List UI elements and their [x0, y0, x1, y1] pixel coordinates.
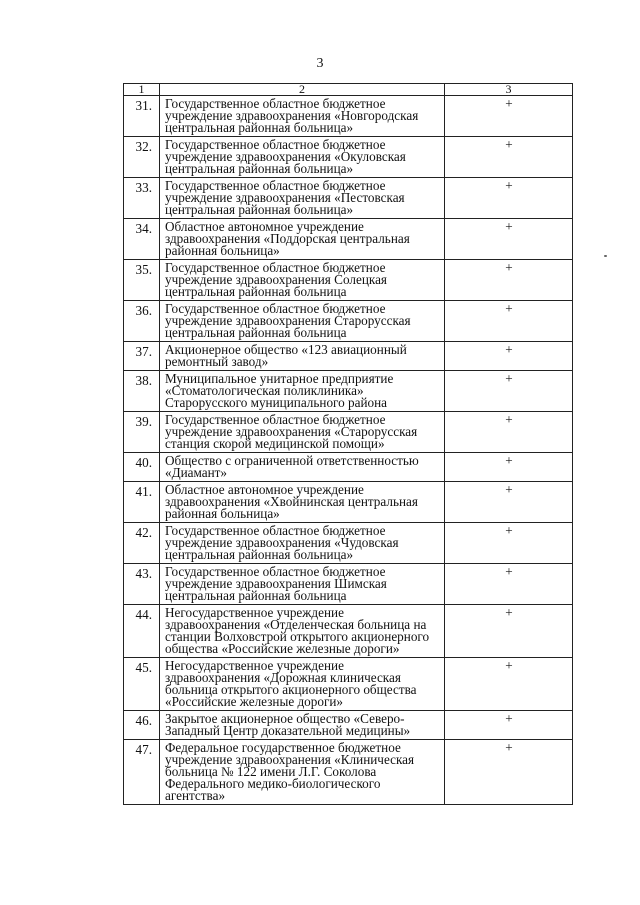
row-number: 46. — [124, 711, 160, 740]
row-number: 32. — [124, 137, 160, 178]
row-number: 41. — [124, 482, 160, 523]
organization-name: Государственное областное бюджетное учреждение здравоохранения Солецкая центральная районная больница — [160, 260, 445, 301]
row-number: 40. — [124, 453, 160, 482]
row-number: 36. — [124, 301, 160, 342]
organization-name: Государственное областное бюджетное учреждение здравоохранения «Пестовская центральная районная больница» — [160, 178, 445, 219]
organization-name: Закрытое акционерное общество «Северо-Западный Центр доказательной медицины» — [160, 711, 445, 740]
row-mark: + — [445, 371, 573, 412]
row-number: 37. — [124, 342, 160, 371]
table-row — [124, 178, 573, 219]
table-row — [124, 453, 573, 482]
page-number: 3 — [316, 56, 324, 71]
table-row — [124, 740, 573, 805]
organization-name: Областное автономное учреждение здравоохранения «Поддорская центральная районная больница» — [160, 219, 445, 260]
row-mark: + — [445, 137, 573, 178]
row-mark: + — [445, 96, 573, 137]
row-mark: + — [445, 342, 573, 371]
row-mark: + — [445, 711, 573, 740]
organization-name: Государственное областное бюджетное учреждение здравоохранения «Чудовская центральная районная больница» — [160, 523, 445, 564]
row-mark: + — [445, 301, 573, 342]
row-number: 45. — [124, 658, 160, 711]
organizations-table — [123, 83, 573, 805]
organization-name: Государственное областное бюджетное учреждение здравоохранения «Новгородская центральная районная больница» — [160, 96, 445, 137]
table-row — [124, 96, 573, 137]
table-row — [124, 412, 573, 453]
table-row — [124, 301, 573, 342]
organization-name: Муниципальное унитарное предприятие «Стоматологическая поликлиника» Старорусского муниципального района — [160, 371, 445, 412]
table-row — [124, 260, 573, 301]
organization-name: Государственное областное бюджетное учреждение здравоохранения «Окуловская центральная районная больница» — [160, 137, 445, 178]
organization-name: Негосударственное учреждение здравоохранения «Дорожная клиническая больница открытого акционерного общества «Российские железные дороги» — [160, 658, 445, 711]
row-mark: + — [445, 658, 573, 711]
row-mark: + — [445, 260, 573, 301]
row-mark: + — [445, 412, 573, 453]
row-number: 31. — [124, 96, 160, 137]
table-row — [124, 658, 573, 711]
row-mark: + — [445, 605, 573, 658]
row-mark: + — [445, 219, 573, 260]
organization-name: Государственное областное бюджетное учреждение здравоохранения «Старорусская станция скорой медицинской помощи» — [160, 412, 445, 453]
row-mark: + — [445, 564, 573, 605]
table-row — [124, 137, 573, 178]
row-mark: + — [445, 482, 573, 523]
row-number: 33. — [124, 178, 160, 219]
table-row — [124, 523, 573, 564]
row-number: 44. — [124, 605, 160, 658]
row-number: 42. — [124, 523, 160, 564]
organization-name: Государственное областное бюджетное учреждение здравоохранения Шимская центральная районная больница — [160, 564, 445, 605]
table-row — [124, 711, 573, 740]
row-number: 35. — [124, 260, 160, 301]
row-mark: + — [445, 523, 573, 564]
organization-name: Негосударственное учреждение здравоохранения «Отделенческая больница на станции Волховстрой открытого акционерного общества «Российские железные дороги» — [160, 605, 445, 658]
table-header-row — [124, 84, 573, 96]
organization-name: Общество с ограниченной ответственностью «Диамант» — [160, 453, 445, 482]
organization-name: Акционерное общество «123 авиационный ремонтный завод» — [160, 342, 445, 371]
table-row — [124, 605, 573, 658]
row-mark: + — [445, 178, 573, 219]
scan-speck — [604, 255, 607, 257]
column-header-2: 2 — [160, 84, 445, 96]
column-header-1: 1 — [124, 84, 160, 96]
organization-name: Областное автономное учреждение здравоохранения «Хвойнинская центральная районная больница» — [160, 482, 445, 523]
table-row — [124, 371, 573, 412]
row-number: 39. — [124, 412, 160, 453]
row-number: 38. — [124, 371, 160, 412]
table-row — [124, 219, 573, 260]
column-header-3: 3 — [445, 84, 573, 96]
row-number: 43. — [124, 564, 160, 605]
organization-name: Государственное областное бюджетное учреждение здравоохранения Старорусская центральная районная больница — [160, 301, 445, 342]
row-mark: + — [445, 740, 573, 805]
table-row — [124, 342, 573, 371]
row-number: 34. — [124, 219, 160, 260]
organization-name: Федеральное государственное бюджетное учреждение здравоохранения «Клиническая больница № 122 имени Л.Г. Соколова Федерального медико-биологического агентства» — [160, 740, 445, 805]
table-row — [124, 564, 573, 605]
row-number: 47. — [124, 740, 160, 805]
row-mark: + — [445, 453, 573, 482]
table-row — [124, 482, 573, 523]
